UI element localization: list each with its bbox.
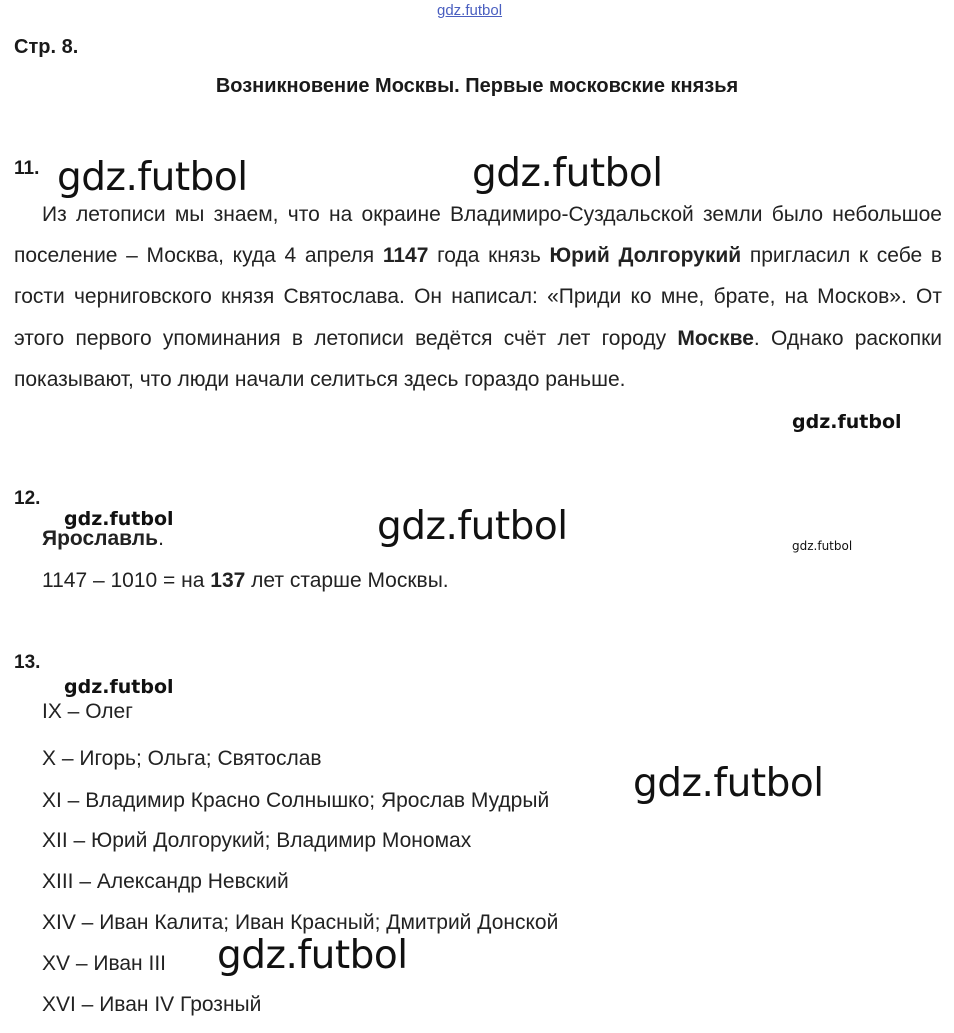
task-11-text-run: года князь xyxy=(428,244,550,268)
century-line: XII – Юрий Долгорукий; Владимир Мономах xyxy=(42,829,472,852)
task-11-emphasis: Юрий Долгорукий xyxy=(549,244,742,268)
watermark: gdz.futbol xyxy=(57,155,248,200)
task-11-emphasis: 1147 xyxy=(382,244,429,268)
task-11-text-run: Из летописи мы знаем, что на окраине Владимиро-Суздальской земли было небольшое поселение – Москва, куда 4 апреля xyxy=(14,203,942,268)
watermark: gdz.futbol xyxy=(792,411,902,433)
century-line: XVI – Иван IV Грозный xyxy=(42,993,262,1016)
task-12-number: 12. xyxy=(14,488,41,509)
site-link-watermark[interactable]: gdz.futbol xyxy=(437,2,503,19)
task-13-number: 13. xyxy=(14,652,41,673)
task-11-paragraph xyxy=(14,194,942,400)
task-11-emphasis: Москве xyxy=(677,326,754,350)
page-number: Стр. 8. xyxy=(14,36,79,58)
watermark: gdz.futbol xyxy=(377,504,568,549)
task-12-calc-prefix: 1147 – 1010 = на xyxy=(42,569,211,592)
century-line: IX – Олег xyxy=(42,700,133,723)
century-line: XIV – Иван Калита; Иван Красный; Дмитрий Донской xyxy=(42,911,559,934)
task-12-answer xyxy=(42,527,164,551)
century-line: X – Игорь; Ольга; Святослав xyxy=(42,747,322,770)
task-12-calculation xyxy=(42,569,449,593)
watermark: gdz.futbol xyxy=(64,676,174,698)
task-11-text-run: . Однако раскопки показывают, что люди начали селиться здесь гораздо раньше. xyxy=(14,326,942,391)
task-11-text-run: пригласил к себе в гости черниговского князя Святослава. Он написал: «Приди ко мне, брате, на Москов». От этого первого упоминания в летописи ведётся счёт лет городу xyxy=(14,244,943,350)
task-12-answer-city: Ярославль xyxy=(42,527,159,550)
task-12-answer-suffix: . xyxy=(158,527,164,550)
page-title: Возникновение Москвы. Первые московские князья xyxy=(215,75,739,97)
task-12-calc-suffix: лет старше Москвы. xyxy=(245,569,449,592)
watermark: gdz.futbol xyxy=(792,539,853,553)
watermark: gdz.futbol xyxy=(472,151,663,196)
task-11-number: 11. xyxy=(14,158,40,179)
watermark: gdz.futbol xyxy=(217,933,408,978)
century-line: XI – Владимир Красно Солнышко; Ярослав Мудрый xyxy=(42,789,550,812)
century-line: XIII – Александр Невский xyxy=(42,870,289,893)
century-line: XV – Иван III xyxy=(42,952,166,975)
task-12-calc-result: 137 xyxy=(210,569,246,592)
watermark: gdz.futbol xyxy=(64,508,174,530)
watermark: gdz.futbol xyxy=(633,761,824,806)
